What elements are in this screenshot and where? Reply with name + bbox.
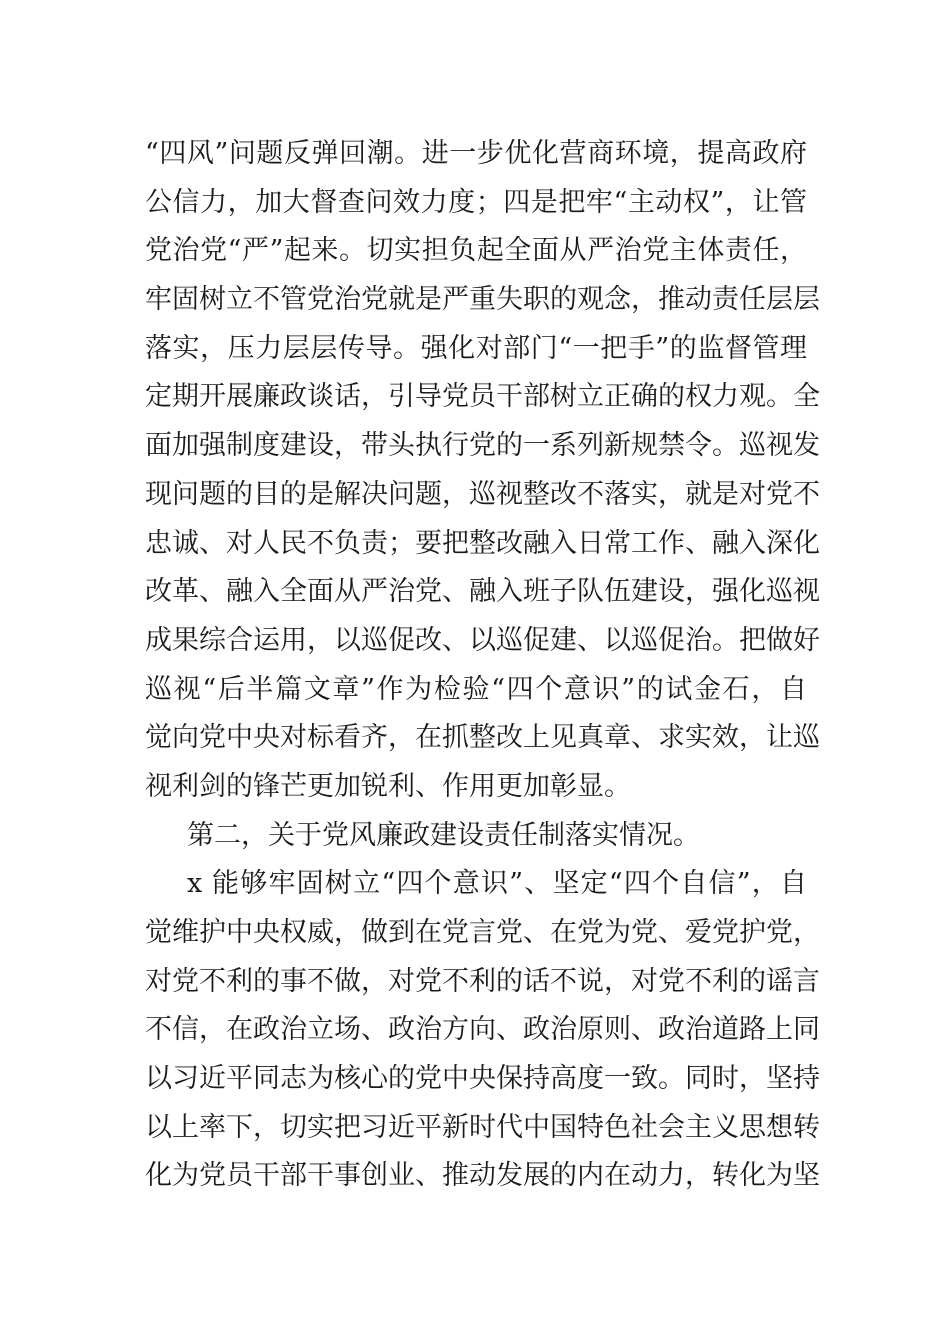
- paragraph-line: 现问题的目的是解决问题，巡视整改不落实，就是对党不: [145, 478, 820, 510]
- paragraph-line: 觉维护中央权威，做到在党言党、在党为党、爱党护党，: [145, 917, 820, 948]
- paragraph-line: 面加强制度建设，带头执行党的一系列新规禁令。巡视发: [145, 430, 820, 462]
- paragraph-line: 化为党员干部干事创业、推动发展的内在动力，转化为坚: [145, 1160, 820, 1192]
- paragraph-line: 成果综合运用，以巡促改、以巡促建、以巡促治。把做好: [145, 624, 820, 656]
- paragraph-line: x 能够牢固树立“四个意识”、坚定“四个自信”，自: [187, 868, 807, 900]
- paragraph-line: 对党不利的事不做，对党不利的话不说，对党不利的谣言: [145, 965, 820, 997]
- paragraph-line: 以上率下，切实把习近平新时代中国特色社会主义思想转: [145, 1111, 820, 1143]
- paragraph-line: 视利剑的锋芒更加锐利、作用更加彰显。: [145, 770, 631, 802]
- paragraph-line: 改革、融入全面从严治党、融入班子队伍建设，强化巡视: [145, 576, 820, 608]
- paragraph-3: [145, 860, 820, 1201]
- paragraph-line: 党治党“严”起来。切实担负起全面从严治党主体责任，: [145, 235, 807, 267]
- paragraph-line: “四风”问题反弹回潮。进一步优化营商环境，提高政府: [145, 138, 807, 169]
- paragraph-line: 不信，在政治立场、政治方向、政治原则、政治道路上同: [145, 1014, 820, 1046]
- document-body: [145, 130, 820, 1201]
- paragraph-line: 牢固树立不管党治党就是严重失职的观念，推动责任层层: [145, 284, 820, 316]
- paragraph-line: 定期开展廉政谈话，引导党员干部树立正确的权力观。全: [145, 381, 820, 413]
- paragraph-line: 以习近平同志为核心的党中央保持高度一致。同时，坚持: [145, 1063, 820, 1095]
- paragraph-line: 觉向党中央对标看齐，在抓整改上见真章、求实效，让巡: [145, 722, 820, 754]
- section-heading-line: 第二，关于党风廉政建设责任制落实情况。: [187, 819, 700, 851]
- paragraph-2-heading: [145, 812, 807, 861]
- paragraph-line: 巡视“后半篇文章”作为检验“四个意识”的试金石，自: [145, 673, 807, 705]
- paragraph-line: 公信力，加大督查问效力度；四是把牢“主动权”，让管: [145, 186, 807, 218]
- paragraph-line: 忠诚、对人民不负责；要把整改融入日常工作、融入深化: [145, 527, 820, 559]
- paragraph-line: 落实，压力层层传导。强化对部门“一把手”的监督管理: [145, 332, 807, 364]
- paragraph-1: [145, 130, 820, 812]
